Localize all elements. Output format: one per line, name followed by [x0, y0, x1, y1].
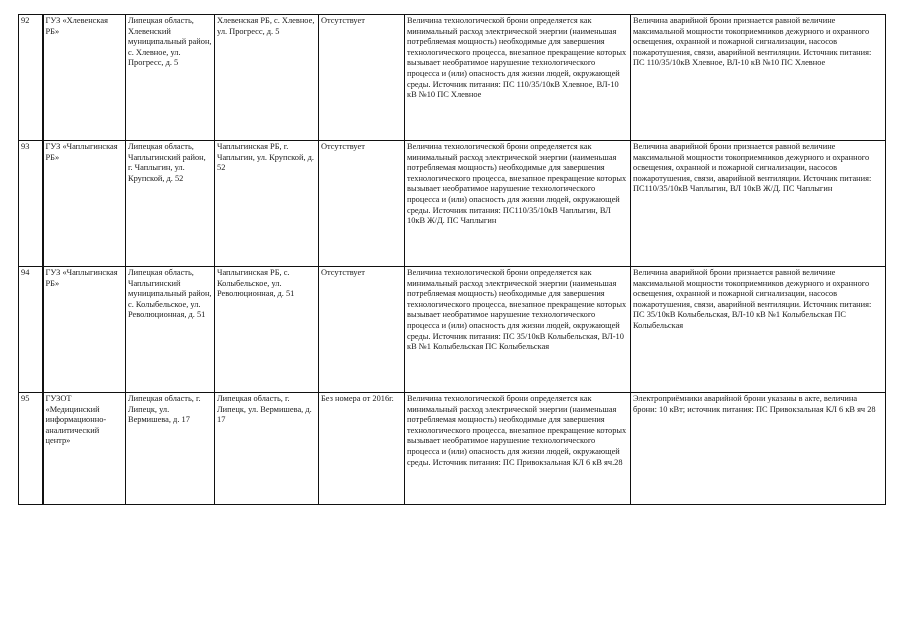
- institution-cell: ГУЗ «Чаплыгинская РБ»: [43, 141, 126, 267]
- object-address-cell: Липецкая область, г. Липецк, ул. Вермишева, д. 17: [215, 393, 319, 505]
- object-address-cell: Хлевенская РБ, с. Хлевное, ул. Прогресс, д. 5: [215, 15, 319, 141]
- technological-armor-cell: Величина технологической брони определяется как минимальный расход электрической энергии (наименьшая потребляемая мощность) необходимые для завершения технологического процесса, внезапное прекращение которых вызывает необратимое нарушение технологического процесса и (или) опасность для жизни людей, окружающей среды. Источник питания: ПС Привокзальная КЛ 6 кВ яч.28: [405, 393, 631, 505]
- district-address-cell: Липецкая область, Чаплыгинский район, г. Чаплыгин, ул. Крупской, д. 52: [126, 141, 215, 267]
- emergency-armor-cell: Электроприёмники аварийной брони указаны в акте, величина брони: 10 кВт; источник питания: ПС Привокзальная КЛ 6 кВ яч 28: [631, 393, 886, 505]
- technological-armor-cell: Величина технологической брони определяется как минимальный расход электрической энергии (наименьшая потребляемая мощность) необходимые для завершения технологического процесса, внезапное прекращение которых вызывает необратимое нарушение технологического процесса и (или) опасность для жизни людей, окружающей среды. Источник питания: ПС110/35/10кВ Чаплыгин, ВЛ 10кВ Ж/Д. ПС Чаплыгин: [405, 141, 631, 267]
- object-address-cell: Чаплыгинская РБ, г. Чаплыгин, ул. Крупской, д. 52: [215, 141, 319, 267]
- act-cell: Без номера от 2016г.: [319, 393, 405, 505]
- table-row: [19, 393, 886, 505]
- institution-cell: ГУЗОТ «Медицинский информационно-аналитический центр»: [43, 393, 126, 505]
- emergency-armor-cell: Величина аварийной брони признается равной величине максимальной мощности токоприемников дежурного и охранного освещения, охранной и пожарной сигнализации, насосов пожаротушения, связи, аварийной вентиляции. Источник питания: ПС 35/10кВ Колыбельская, ВЛ-10 кВ №1 Колыбельская ПС Колыбельская: [631, 267, 886, 393]
- district-address-cell: Липецкая область, Чаплыгинский муниципальный район, с. Колыбельское, ул. Революционная, д. 51: [126, 267, 215, 393]
- technological-armor-cell: Величина технологической брони определяется как минимальный расход электрической энергии (наименьшая потребляемая мощность) необходимые для завершения технологического процесса, внезапное прекращение которых вызывает необратимое нарушение технологического процесса и (или) опасность для жизни людей, окружающей среды. Источник питания: ПС 35/10кВ Колыбельская, ВЛ-10 кВ №1 Колыбельская ПС Колыбельская: [405, 267, 631, 393]
- table-row: [19, 15, 886, 141]
- act-cell: Отсутствует: [319, 141, 405, 267]
- row-number: 95: [19, 393, 43, 505]
- object-address-cell: Чаплыгинская РБ, с. Колыбельское, ул. Революционная, д. 51: [215, 267, 319, 393]
- row-number: 94: [19, 267, 43, 393]
- row-number: 93: [19, 141, 43, 267]
- act-cell: Отсутствует: [319, 15, 405, 141]
- district-address-cell: Липецкая область, г. Липецк, ул. Вермишева, д. 17: [126, 393, 215, 505]
- table-row: [19, 267, 886, 393]
- act-cell: Отсутствует: [319, 267, 405, 393]
- technological-armor-cell: Величина технологической брони определяется как минимальный расход электрической энергии (наименьшая потребляемая мощность) необходимые для завершения технологического процесса, внезапное прекращение которых вызывает необратимое нарушение технологического процесса и (или) опасность для жизни людей, окружающей среды. Источник питания: ПС 110/35/10кВ Хлевное, ВЛ-10 кВ №10 ПС Хлевное: [405, 15, 631, 141]
- institution-cell: ГУЗ «Чаплыгинская РБ»: [43, 267, 126, 393]
- emergency-armor-cell: Величина аварийной брони признается равной величине максимальной мощности токоприемников дежурного и охранного освещения, охранной и пожарной сигнализации, насосов пожаротушения, связи, аварийной вентиляции. Источник питания: ПС110/35/10кВ Чаплыгин, ВЛ 10кВ Ж/Д. ПС Чаплыгин: [631, 141, 886, 267]
- institution-cell: ГУЗ «Хлевенская РБ»: [43, 15, 126, 141]
- emergency-armor-cell: Величина аварийной брони признается равной величине максимальной мощности токоприемников дежурного и охранного освещения, охранной и пожарной сигнализации, насосов пожаротушения, связи, аварийной вентиляции. Источник питания: ПС 110/35/10кВ Хлевное, ВЛ-10 кВ №10 ПС Хлевное: [631, 15, 886, 141]
- row-number: 92: [19, 15, 43, 141]
- table-row: [19, 141, 886, 267]
- district-address-cell: Липецкая область, Хлевенский муниципальный район, с. Хлевное, ул. Прогресс, д. 5: [126, 15, 215, 141]
- power-armor-table: [18, 14, 886, 505]
